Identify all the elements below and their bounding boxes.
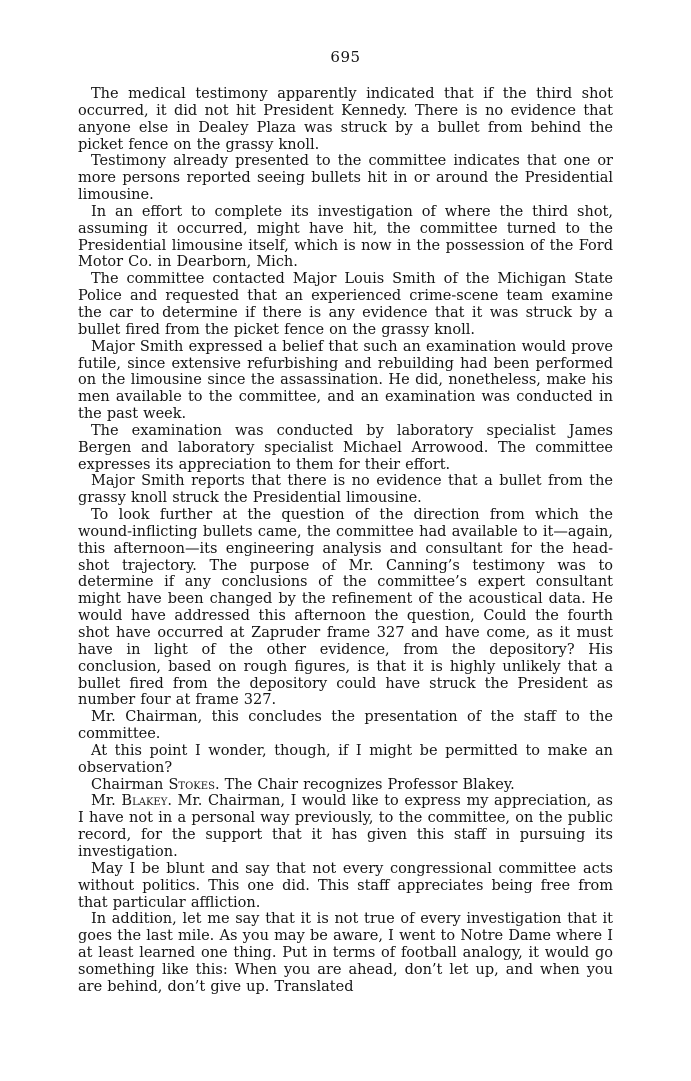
paragraph-text: The medical testimony apparently indicated that if the third shot occurred, it did not hit President Kennedy. There is no evidence that anyone else in Dealey Plaza was struck by a bullet from behind the picket fence on the grassy knoll. xyxy=(78,86,613,153)
paragraph-text: At this point I wonder, though, if I might be permitted to make an observation? xyxy=(78,742,613,776)
paragraph xyxy=(78,777,613,794)
paragraph xyxy=(78,507,613,709)
paragraph xyxy=(78,793,613,860)
page-body xyxy=(78,86,613,996)
paragraph xyxy=(78,204,613,271)
paragraph-text: Major Smith expressed a belief that such an examination would prove futile, since extensive refurbishing and rebuilding had been performed on the limousine since the assassination. He did, nonetheless, make his men available to the committee, and an examination was conducted in the past week. xyxy=(78,338,613,423)
speaker-name: Blakey xyxy=(121,793,168,810)
paragraph-text: To look further at the question of the direction from which the wound-inflicting bullets came, the committee had available to it—again, this afternoon—its engineering analysis and consultant for the head-shot trajectory. The purpose of Mr. Canning’s testimony was to determine if any conclusions of the committee’s expert consultant might have been changed by the refinement of the acoustical data. He would have addressed this afternoon the question, Could the fourth shot have occurred at Zapruder frame 327 and have come, as it must have in light of the other evidence, from the depository? His conclusion, based on rough figures, is that it is highly unlikely that a bullet fired from the depository could have struck the President as number four at frame 327. xyxy=(78,507,613,709)
paragraph xyxy=(78,709,613,743)
paragraph-text: The committee contacted Major Louis Smith of the Michigan State Police and requested that an experienced crime-scene team examine the car to determine if there is any evidence that it was struck by a bullet fired from the picket fence on the grassy knoll. xyxy=(78,271,613,338)
speaker-name: Stokes xyxy=(168,776,215,793)
paragraph-text: . The Chair recognizes Professor Blakey. xyxy=(214,776,515,793)
paragraph-text: . Mr. Chairman, I would like to express my appreciation, as I have not in a personal way previously, to the committee, on the public record, for the support that it has given this staff in pursuing its investigation. xyxy=(78,793,613,860)
paragraph xyxy=(78,339,613,423)
paragraph-text: Testimony already presented to the committee indicates that one or more persons reported seeing bullets hit in or around the Presidential limousine. xyxy=(78,153,613,204)
paragraph-text: Mr. xyxy=(91,793,122,810)
paragraph-text: In an effort to complete its investigation of where the third shot, assuming it occurred, might have hit, the committee turned to the Presidential limousine itself, which is now in the possession of the Ford Motor Co. in Dearborn, Mich. xyxy=(78,203,613,271)
paragraph-text: Chairman xyxy=(91,776,169,793)
paragraph-text: May I be blunt and say that not every congressional committee acts without politics. This one did. This staff appreciates being free from that particular affliction. xyxy=(78,860,613,911)
paragraph-text: The examination was conducted by laboratory specialist James Bergen and laboratory specialist Michael Arrowood. The committee expresses its appreciation to them for their effort. xyxy=(78,422,613,473)
paragraph xyxy=(78,86,613,153)
paragraph-text: Mr. Chairman, this concludes the presentation of the staff to the committee. xyxy=(78,709,613,743)
page-number: 695 xyxy=(330,48,361,66)
paragraph xyxy=(78,743,613,777)
paragraph xyxy=(78,911,613,995)
paragraph xyxy=(78,861,613,912)
paragraph-text: In addition, let me say that it is not true of every investigation that it goes the last mile. As you may be aware, I went to Notre Dame where I at least learned one thing. Put in terms of football analogy, it would go something like this: When you are ahead, don’t let up, and when you are behind, don’t give up. Translated xyxy=(78,911,613,995)
paragraph xyxy=(78,423,613,474)
paragraph-text: Major Smith reports that there is no evidence that a bullet from the grassy knoll struck the Presidential limousine. xyxy=(78,473,613,507)
paragraph xyxy=(78,473,613,507)
paragraph xyxy=(78,153,613,204)
paragraph xyxy=(78,271,613,338)
